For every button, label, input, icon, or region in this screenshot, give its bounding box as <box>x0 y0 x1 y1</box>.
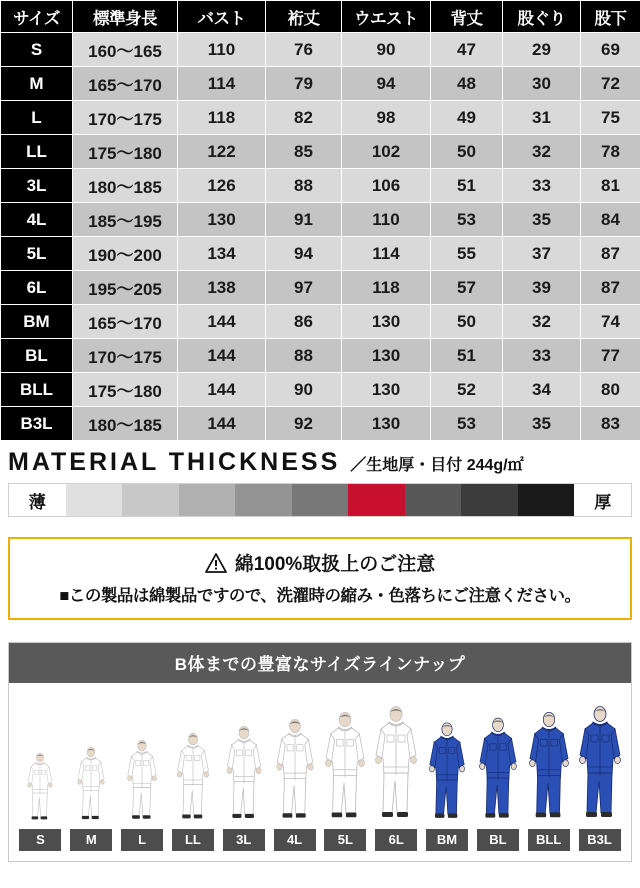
measurement-cell: 94 <box>342 67 431 101</box>
size-lineup-label: 5L <box>324 829 366 851</box>
thickness-swatch <box>179 484 236 516</box>
table-row <box>1 33 640 67</box>
measurement-cell: 90 <box>342 33 431 67</box>
size-lineup-label: BM <box>426 829 468 851</box>
size-label-wrap <box>523 829 574 851</box>
thickness-swatch <box>292 484 349 516</box>
measurement-cell: 144 <box>178 407 266 441</box>
size-label-wrap <box>15 829 66 851</box>
measurement-cell: 144 <box>178 305 266 339</box>
measurement-cell: 180〜185 <box>73 407 178 441</box>
measurement-cell: 175〜180 <box>73 373 178 407</box>
measurement-cell: 118 <box>178 101 266 135</box>
thickness-swatch <box>235 484 292 516</box>
column-header-1: 標準身長 <box>73 1 178 33</box>
table-row <box>1 237 640 271</box>
size-label-cell: LL <box>1 135 73 169</box>
table-row <box>1 101 640 135</box>
column-header-2: バスト <box>178 1 266 33</box>
size-lineup-label: 3L <box>223 829 265 851</box>
coverall-figure <box>523 705 574 823</box>
size-lineup-label: B3L <box>579 829 621 851</box>
measurement-cell: 75 <box>581 101 640 135</box>
measurement-cell: 82 <box>266 101 342 135</box>
size-label-cell: 6L <box>1 271 73 305</box>
measurement-cell: 134 <box>178 237 266 271</box>
measurement-cell: 130 <box>178 203 266 237</box>
thickness-swatch <box>66 484 123 516</box>
size-label-cell: M <box>1 67 73 101</box>
column-header-3: 裄丈 <box>266 1 342 33</box>
coverall-figure <box>269 705 320 823</box>
table-row <box>1 339 640 373</box>
care-notice-title-text: 綿100%取扱上のご注意 <box>234 554 436 575</box>
size-lineup-label: L <box>121 829 163 851</box>
measurement-cell: 130 <box>342 373 431 407</box>
table-row <box>1 271 640 305</box>
column-header-5: 背丈 <box>431 1 503 33</box>
measurement-cell: 122 <box>178 135 266 169</box>
measurement-cell: 90 <box>266 373 342 407</box>
column-header-4: ウエスト <box>342 1 431 33</box>
measurement-cell: 83 <box>581 407 640 441</box>
measurement-cell: 190〜200 <box>73 237 178 271</box>
measurement-cell: 77 <box>581 339 640 373</box>
measurement-cell: 48 <box>431 67 503 101</box>
measurement-cell: 34 <box>503 373 581 407</box>
measurement-cell: 78 <box>581 135 640 169</box>
measurement-cell: 80 <box>581 373 640 407</box>
material-thickness-header <box>0 441 640 481</box>
table-row <box>1 407 640 441</box>
table-row <box>1 135 640 169</box>
measurement-cell: 32 <box>503 305 581 339</box>
measurement-cell: 88 <box>266 169 342 203</box>
coverall-figure <box>371 705 422 823</box>
measurement-cell: 138 <box>178 271 266 305</box>
measurement-cell: 53 <box>431 203 503 237</box>
measurement-cell: 114 <box>178 67 266 101</box>
measurement-cell: 51 <box>431 169 503 203</box>
measurement-cell: 91 <box>266 203 342 237</box>
measurement-cell: 50 <box>431 135 503 169</box>
table-header-row <box>1 1 640 33</box>
table-row <box>1 67 640 101</box>
thickness-swatch <box>518 484 575 516</box>
size-label-cell: L <box>1 101 73 135</box>
measurement-cell: 79 <box>266 67 342 101</box>
size-label-wrap <box>269 829 320 851</box>
coverall-figure <box>66 705 117 823</box>
size-lineup-labels <box>9 823 631 861</box>
measurement-cell: 57 <box>431 271 503 305</box>
size-label-wrap <box>371 829 422 851</box>
measurement-cell: 74 <box>581 305 640 339</box>
coverall-figure <box>320 705 371 823</box>
measurement-cell: 88 <box>266 339 342 373</box>
measurement-cell: 84 <box>581 203 640 237</box>
measurement-cell: 31 <box>503 101 581 135</box>
table-row <box>1 373 640 407</box>
measurement-cell: 33 <box>503 169 581 203</box>
coverall-figure <box>167 705 218 823</box>
thickness-swatch <box>461 484 518 516</box>
size-lineup-panel <box>8 642 632 862</box>
coverall-figure <box>574 705 625 823</box>
measurement-cell: 32 <box>503 135 581 169</box>
measurement-cell: 29 <box>503 33 581 67</box>
measurement-cell: 92 <box>266 407 342 441</box>
measurement-cell: 69 <box>581 33 640 67</box>
thickness-thick-label: 厚 <box>574 484 631 516</box>
size-lineup-figures <box>9 683 631 823</box>
size-lineup-label: 6L <box>375 829 417 851</box>
size-lineup-heading: B体までの豊富なサイズラインナップ <box>9 643 631 683</box>
size-label-cell: 5L <box>1 237 73 271</box>
measurement-cell: 76 <box>266 33 342 67</box>
measurement-cell: 87 <box>581 271 640 305</box>
column-header-6: 股ぐり <box>503 1 581 33</box>
coverall-figure <box>218 705 269 823</box>
size-label-cell: 3L <box>1 169 73 203</box>
measurement-cell: 94 <box>266 237 342 271</box>
measurement-cell: 110 <box>178 33 266 67</box>
size-lineup-label: S <box>19 829 61 851</box>
measurement-cell: 126 <box>178 169 266 203</box>
material-thickness-subtitle: ／生地厚・目付 244g/㎡ <box>350 457 524 474</box>
coverall-figure <box>15 705 66 823</box>
measurement-cell: 180〜185 <box>73 169 178 203</box>
measurement-cell: 130 <box>342 407 431 441</box>
measurement-cell: 39 <box>503 271 581 305</box>
warning-triangle-icon <box>205 553 227 573</box>
size-label-wrap <box>218 829 269 851</box>
measurement-cell: 52 <box>431 373 503 407</box>
measurement-cell: 170〜175 <box>73 339 178 373</box>
measurement-cell: 144 <box>178 373 266 407</box>
material-thickness-title: MATERIAL THICKNESS <box>8 448 341 476</box>
measurement-cell: 106 <box>342 169 431 203</box>
table-row <box>1 203 640 237</box>
table-row <box>1 169 640 203</box>
measurement-cell: 87 <box>581 237 640 271</box>
thickness-swatch <box>122 484 179 516</box>
measurement-cell: 33 <box>503 339 581 373</box>
care-notice-box <box>8 537 632 620</box>
table-body <box>1 33 640 441</box>
measurement-cell: 102 <box>342 135 431 169</box>
measurement-cell: 195〜205 <box>73 271 178 305</box>
measurement-cell: 165〜170 <box>73 305 178 339</box>
measurement-cell: 165〜170 <box>73 67 178 101</box>
measurement-cell: 97 <box>266 271 342 305</box>
measurement-cell: 118 <box>342 271 431 305</box>
measurement-cell: 85 <box>266 135 342 169</box>
size-label-wrap <box>167 829 218 851</box>
measurement-cell: 50 <box>431 305 503 339</box>
measurement-cell: 170〜175 <box>73 101 178 135</box>
measurement-cell: 144 <box>178 339 266 373</box>
size-lineup-label: 4L <box>274 829 316 851</box>
measurement-cell: 86 <box>266 305 342 339</box>
size-label-wrap <box>422 829 473 851</box>
measurement-cell: 35 <box>503 203 581 237</box>
measurement-cell: 30 <box>503 67 581 101</box>
thickness-thin-label: 薄 <box>9 484 66 516</box>
size-label-cell: BM <box>1 305 73 339</box>
size-label-cell: BL <box>1 339 73 373</box>
thickness-scale <box>8 483 632 517</box>
measurement-cell: 160〜165 <box>73 33 178 67</box>
size-label-wrap <box>574 829 625 851</box>
column-header-7: 股下 <box>581 1 640 33</box>
size-label-cell: BLL <box>1 373 73 407</box>
measurement-cell: 47 <box>431 33 503 67</box>
measurement-cell: 185〜195 <box>73 203 178 237</box>
column-header-0: サイズ <box>1 1 73 33</box>
measurement-cell: 49 <box>431 101 503 135</box>
size-lineup-label: BLL <box>528 829 570 851</box>
size-label-wrap <box>472 829 523 851</box>
size-label-cell: B3L <box>1 407 73 441</box>
measurement-cell: 130 <box>342 305 431 339</box>
size-chart-table <box>0 0 640 441</box>
care-notice-body: ■この製品は綿製品ですので、洗濯時の縮み・色落ちにご注意ください。 <box>59 587 581 605</box>
coverall-figure <box>472 705 523 823</box>
measurement-cell: 130 <box>342 339 431 373</box>
measurement-cell: 175〜180 <box>73 135 178 169</box>
measurement-cell: 51 <box>431 339 503 373</box>
size-label-cell: S <box>1 33 73 67</box>
measurement-cell: 37 <box>503 237 581 271</box>
measurement-cell: 110 <box>342 203 431 237</box>
thickness-swatch-current <box>348 484 405 516</box>
size-label-cell: 4L <box>1 203 73 237</box>
size-label-wrap <box>66 829 117 851</box>
size-lineup-label: LL <box>172 829 214 851</box>
care-notice-title <box>16 549 624 576</box>
size-lineup-label: BL <box>477 829 519 851</box>
measurement-cell: 53 <box>431 407 503 441</box>
measurement-cell: 35 <box>503 407 581 441</box>
coverall-figure <box>117 705 168 823</box>
measurement-cell: 55 <box>431 237 503 271</box>
size-lineup-label: M <box>70 829 112 851</box>
measurement-cell: 98 <box>342 101 431 135</box>
size-label-wrap <box>320 829 371 851</box>
coverall-figure <box>422 705 473 823</box>
thickness-swatch <box>405 484 462 516</box>
measurement-cell: 72 <box>581 67 640 101</box>
size-label-wrap <box>117 829 168 851</box>
measurement-cell: 81 <box>581 169 640 203</box>
measurement-cell: 114 <box>342 237 431 271</box>
table-row <box>1 305 640 339</box>
